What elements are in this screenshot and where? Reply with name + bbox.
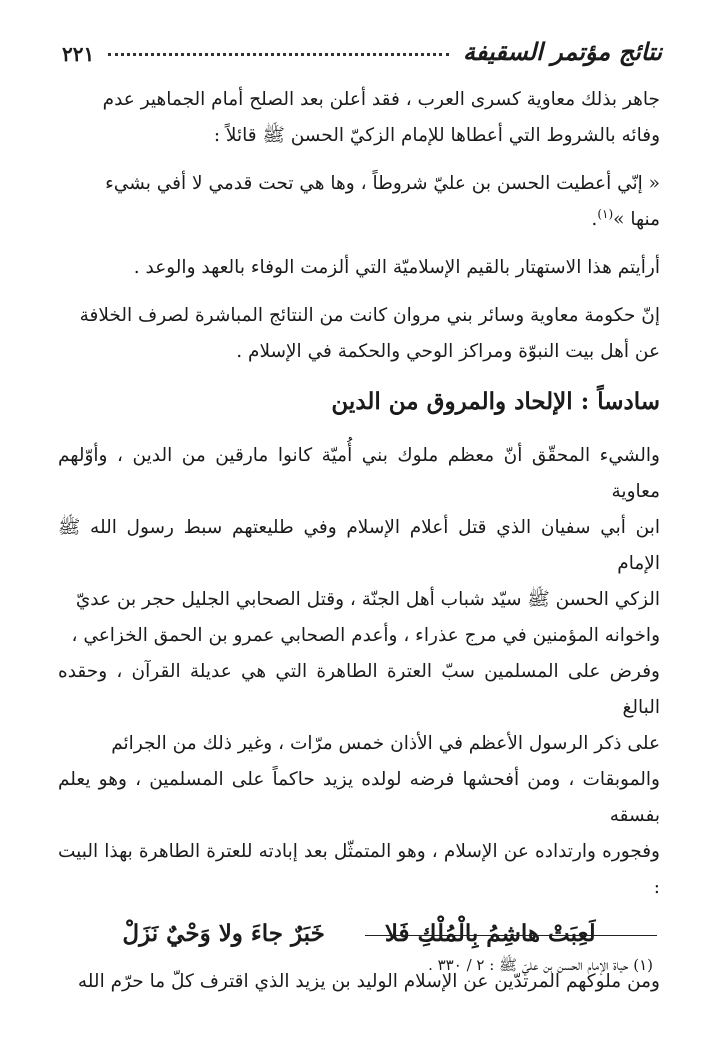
verse-second-hemistich: خَبَرٌ جاءَ ولا وَحْيٌ نَزَلْ <box>122 920 325 947</box>
paragraph-line: على ذكر الرسول الأعظم في الأذان خمس مرّات ، وغير ذلك من الجرائم <box>111 733 660 754</box>
paragraph-line: والشيء المحقّق أنّ معظم ملوك بني أُميّة كانوا مارقين من الدين ، وأوّلهم معاوية <box>58 445 660 502</box>
quotation-line: منها »$^{(١)}$. <box>591 206 660 230</box>
paragraph-line: جاهر بذلك معاوية كسرى العرب ، فقد أعلن بعد الصلح أمام الجماهير عدم <box>102 89 660 110</box>
header-dotted-leader <box>108 53 449 56</box>
paragraph-line: والموبقات ، ومن أفحشها فرضه لولده يزيد حاكماً على المسلمين ، وهو يعلم بفسقه <box>58 769 660 826</box>
quotation-line: « إنّي أعطيت الحسن بن عليّ شروطاً ، وها هي تحت قدمي لا أفي بشيء <box>105 173 660 194</box>
verse-first-hemistich: لَعِبَتْ هاشِمُ بِالْمُلْكِ فَلا <box>384 920 596 947</box>
footnote-reference: (١) <box>597 206 614 221</box>
footnote: (١) حياة الإمام الحسن بن عليّ ﷺ : ٢ / ٣٣٠ . <box>428 956 653 974</box>
paragraph-line: واخوانه المؤمنين في مرج عذراء ، وأعدم الصحابي عمرو بن الحمق الخزاعي ، <box>71 625 660 646</box>
paragraph-line: وفرض على المسلمين سبّ العترة الطاهرة التي هي عديلة القرآن ، وحقده البالغ <box>58 661 660 718</box>
paragraph-line: الزكي الحسن ﷺ سيّد شباب أهل الجنّة ، وقتل الصحابي الجليل حجر بن عديّ <box>75 589 660 610</box>
footnote-divider <box>365 935 657 936</box>
paragraph-line: ابن أبي سفيان الذي قتل أعلام الإسلام وفي طليعتهم سبط رسول الله ﷺ الإمام <box>58 517 660 574</box>
poetry-verse <box>58 916 660 952</box>
quotation-end: منها » <box>613 209 660 230</box>
page-header <box>62 22 662 66</box>
section-heading: سادساً : الإلحاد والمروق من الدين <box>331 388 660 415</box>
paragraph: أرأيتم هذا الاستهتار بالقيم الإسلاميّة التي ألزمت الوفاء بالعهد والوعد . <box>133 257 660 278</box>
paragraph-line: عن أهل بيت النبوّة ومراكز الوحي والحكمة في الإسلام . <box>236 341 660 362</box>
page-number: ٢٢١ <box>62 42 95 66</box>
paragraph-line: وفجوره وارتداده عن الإسلام ، وهو المتمثّل بعد إبادته للعترة الطاهرة بهذا البيت : <box>58 841 660 898</box>
running-title: نتائج مؤتمر السقيفة <box>463 37 662 66</box>
paragraph-line: إنّ حكومة معاوية وسائر بني مروان كانت من النتائج المباشرة لصرف الخلافة <box>79 305 660 326</box>
paragraph-line: وفائه بالشروط التي أعطاها للإمام الزكيّ الحسن ﷺ قائلاً : <box>213 125 660 146</box>
paragraph-line: ومن ملوكهم المرتدّين عن الإسلام الوليد بن يزيد الذي اقترف كلّ ما حرّم الله <box>77 971 660 992</box>
body-text <box>58 82 660 1000</box>
